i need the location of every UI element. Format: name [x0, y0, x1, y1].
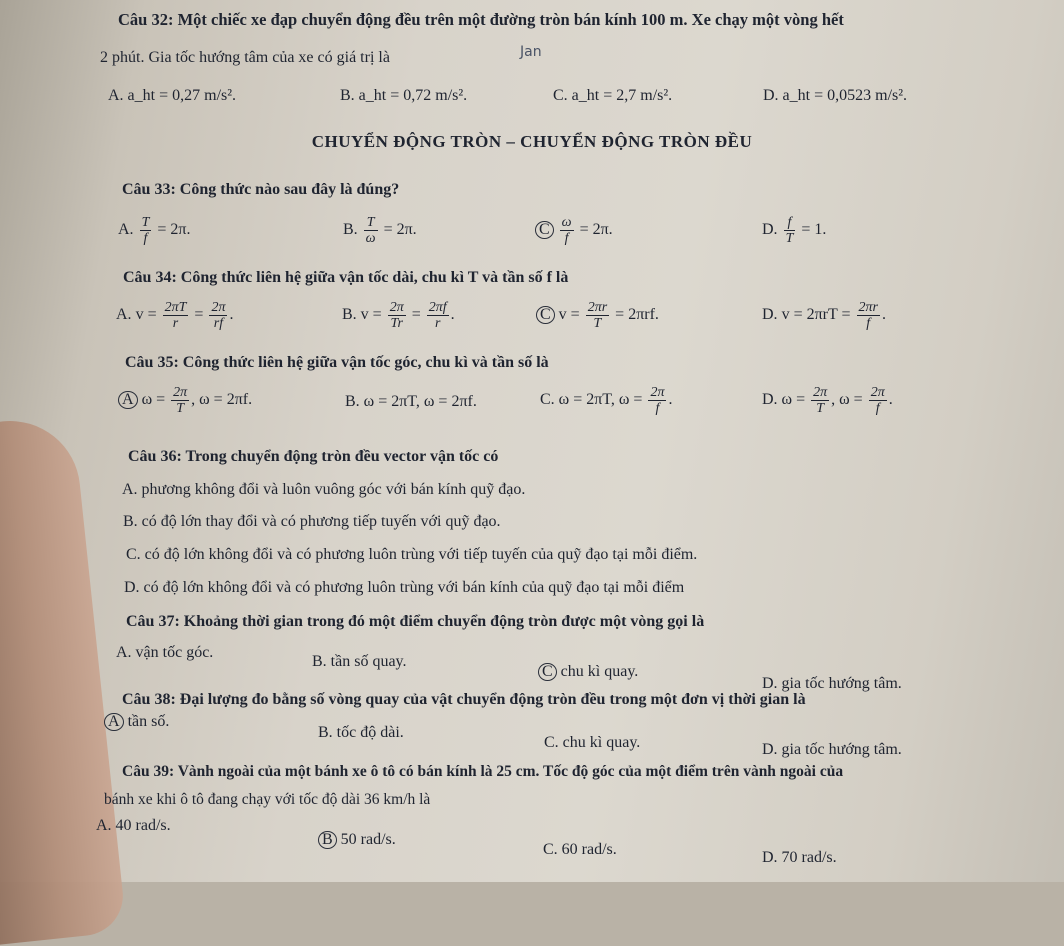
q32-stem-line1: Câu 32: Một chiếc xe đạp chuyển động đều trên một đường tròn bán kính 100 m. Xe chạy một vòng hết: [118, 10, 844, 29]
q37-option-a[interactable]: A. vận tốc góc.: [116, 644, 214, 661]
q38-option-d[interactable]: D. gia tốc hướng tâm.: [762, 741, 902, 758]
q38-stem: Câu 38: Đại lượng đo bằng số vòng quay của vật chuyển động tròn đều trong một đơn vị thời gian là: [122, 691, 806, 708]
q39-stem-line1: Câu 39: Vành ngoài của một bánh xe ô tô có bán kính là 25 cm. Tốc độ góc của một điểm trên vành ngoài của: [122, 763, 844, 780]
q39-option-b[interactable]: B 50 rad/s.: [318, 830, 396, 850]
handwritten-note: Jan: [520, 44, 542, 60]
q36-option-a[interactable]: A. phương không đổi và luôn vuông góc với bán kính quỹ đạo.: [122, 481, 526, 498]
q33-stem: Câu 33: Công thức nào sau đây là đúng?: [122, 181, 400, 198]
q33-option-a[interactable]: A. $\frac{T}{f}$ = 2π.: [118, 215, 191, 246]
q34-option-c[interactable]: C v = $\frac{2\pi r}{T}$ = 2πrf.: [536, 300, 659, 331]
q32-option-c[interactable]: C. a_ht = 2,7 m/s².: [553, 87, 673, 104]
q36-option-b[interactable]: B. có độ lớn thay đổi và có phương tiếp tuyến với quỹ đạo.: [123, 513, 501, 530]
q32-option-a[interactable]: A. a_ht = 0,27 m/s².: [108, 87, 237, 104]
circled-answer-c: C: [538, 663, 557, 681]
q38-option-a[interactable]: A tần số.: [104, 712, 169, 732]
q37-option-d[interactable]: D. gia tốc hướng tâm.: [762, 675, 902, 692]
q35-option-d[interactable]: D. ω = $\frac{2\pi}{T}$ , ω = $\frac{2\pi}{f}$ .: [762, 385, 893, 416]
q37-option-c[interactable]: C chu kì quay.: [538, 662, 638, 682]
q36-stem: Câu 36: Trong chuyển động tròn đều vector vận tốc có: [128, 448, 499, 465]
q33-option-b[interactable]: B. $\frac{T}{\omega}$ = 2π.: [343, 215, 417, 246]
q35-option-a[interactable]: A ω = $\frac{2\pi}{T}$ , ω = 2πf.: [118, 385, 252, 416]
q39-option-d[interactable]: D. 70 rad/s.: [762, 849, 837, 866]
q32-stem-line2: 2 phút. Gia tốc hướng tâm của xe có giá trị là: [100, 49, 390, 66]
q37-option-b[interactable]: B. tần số quay.: [312, 653, 407, 670]
q34-option-a[interactable]: A. v = $\frac{2\pi T}{r}$ = $\frac{2\pi}{rf}$ .: [116, 300, 234, 331]
q32-option-d[interactable]: D. a_ht = 0,0523 m/s².: [763, 87, 908, 104]
q35-option-c[interactable]: C. ω = 2πT, ω = $\frac{2\pi}{f}$ .: [540, 385, 673, 416]
circled-answer-a: A: [118, 391, 138, 409]
q32-option-b[interactable]: B. a_ht = 0,72 m/s².: [340, 87, 468, 104]
q39-option-a[interactable]: A. 40 rad/s.: [96, 817, 171, 834]
q35-stem: Câu 35: Công thức liên hệ giữa vận tốc góc, chu kì và tần số là: [125, 354, 549, 371]
circled-answer-c: C: [535, 221, 554, 239]
section-heading: CHUYỂN ĐỘNG TRÒN – CHUYỂN ĐỘNG TRÒN ĐỀU: [311, 132, 753, 151]
circled-answer-a: A: [104, 713, 124, 731]
q38-option-b[interactable]: B. tốc độ dài.: [318, 724, 404, 741]
q34-option-b[interactable]: B. v = $\frac{2\pi}{Tr}$ = $\frac{2\pi f}{r}$ .: [342, 300, 455, 331]
q34-stem: Câu 34: Công thức liên hệ giữa vận tốc dài, chu kì T và tần số f là: [123, 269, 569, 286]
q35-option-b[interactable]: B. ω = 2πT, ω = 2πf.: [345, 393, 477, 410]
q36-option-c[interactable]: C. có độ lớn không đổi và có phương luôn trùng với tiếp tuyến của quỹ đạo tại mỗi điểm.: [126, 546, 698, 563]
q37-stem: Câu 37: Khoảng thời gian trong đó một điểm chuyển động tròn được một vòng gọi là: [126, 613, 705, 630]
q33-option-d[interactable]: D. $\frac{f}{T}$ = 1.: [762, 215, 827, 246]
q34-option-d[interactable]: D. v = 2πrT = $\frac{2\pi r}{f}$ .: [762, 300, 886, 331]
q38-option-c[interactable]: C. chu kì quay.: [544, 734, 641, 751]
circled-answer-b: B: [318, 831, 337, 849]
q36-option-d[interactable]: D. có độ lớn không đổi và có phương luôn trùng với bán kính của quỹ đạo tại mỗi điểm: [124, 579, 685, 596]
circled-answer-c: C: [536, 306, 555, 324]
q39-stem-line2: bánh xe khi ô tô đang chạy với tốc độ dài 36 km/h là: [104, 791, 431, 808]
q33-option-c[interactable]: C $\frac{\omega}{f}$ = 2π.: [535, 215, 613, 246]
q39-option-c[interactable]: C. 60 rad/s.: [543, 841, 617, 858]
